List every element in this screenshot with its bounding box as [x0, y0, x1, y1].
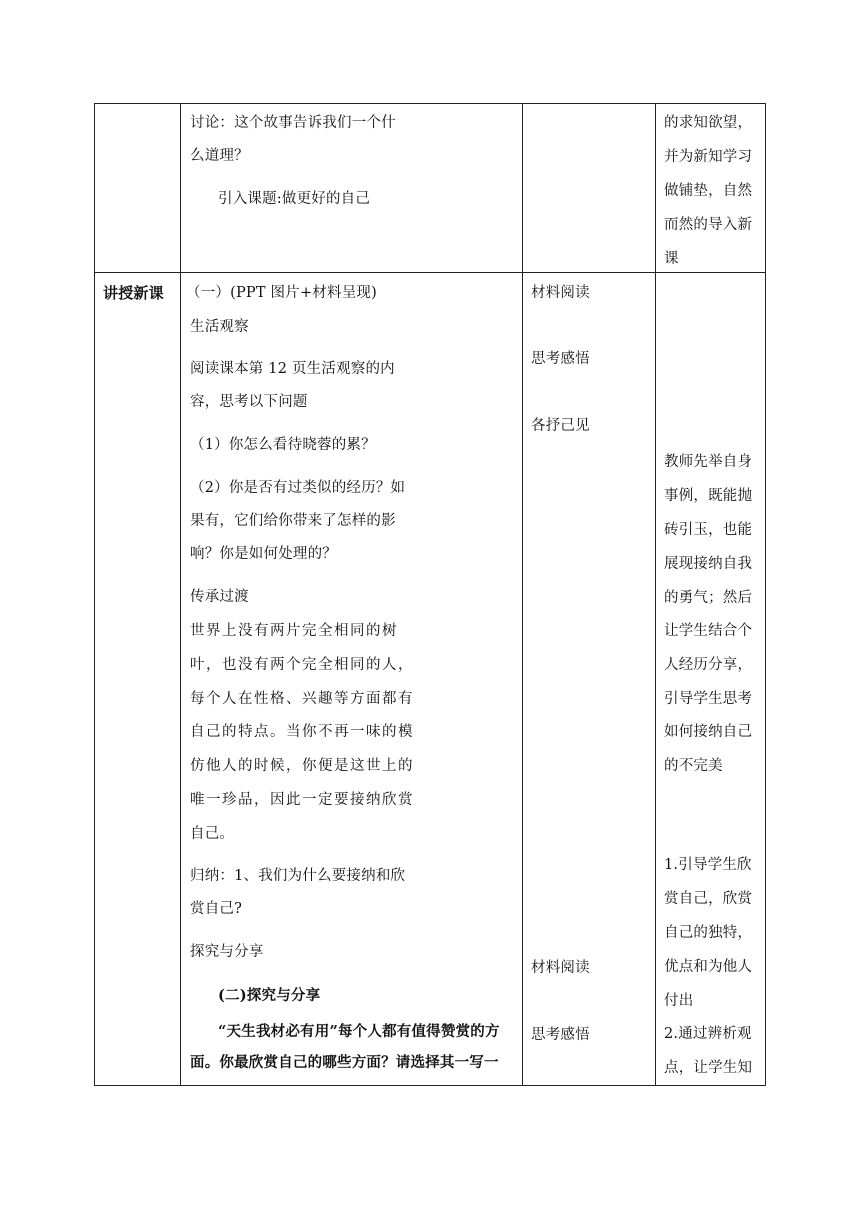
cell-text: 自己的特点。当你不再一味的模 [190, 724, 414, 740]
cell-text: 每个人在性格、兴趣等方面都有 [190, 691, 414, 707]
cell-text: 的不完美 [664, 758, 723, 774]
cell-text: 讨论：这个故事告诉我们一个什 [190, 115, 396, 131]
cell-text: 点，让学生知 [664, 1060, 753, 1076]
column-divider-1 [180, 103, 181, 1086]
cell-text: 探究与分享 [190, 944, 264, 960]
cell-text: 赏自己，欣赏 [664, 891, 753, 907]
cell-text: 叶，也没有两个完全相同的人， [190, 657, 414, 673]
cell-text: 响？你是如何处理的？ [190, 546, 337, 562]
cell-text: 材料阅读 [531, 960, 590, 976]
cell-text: 如何接纳自己 [664, 724, 753, 740]
column-divider-3 [655, 103, 656, 1086]
cell-text: 优点和为他人 [664, 959, 753, 975]
cell-text: （2）你是否有过类似的经历？如 [190, 480, 406, 496]
cell-text: 么道理？ [190, 148, 249, 164]
table-left-border [94, 103, 95, 1086]
cell-text: 果有，它们给你带来了怎样的影 [190, 513, 396, 529]
cell-text: 仿他人的时候，你便是这世上的 [190, 758, 414, 774]
cell-text: 的求知欲望， [664, 115, 753, 131]
cell-text: 阅读课本第 12 页生活观察的内 [190, 361, 395, 377]
cell-text: 而然的导入新 [664, 217, 753, 233]
cell-text: 面。你最欣赏自己的哪些方面？请选择其一写一 [190, 1054, 499, 1071]
cell-text: 事例，既能抛 [664, 488, 753, 504]
cell-text: 付出 [664, 993, 694, 1009]
cell-text: 2.通过辨析观 [664, 1026, 752, 1042]
table-right-border [765, 103, 766, 1086]
cell-text: 思考感悟 [531, 1027, 590, 1043]
cell-text: （1）你怎么看待晓蓉的累？ [190, 437, 376, 453]
cell-text: 砖引玉，也能 [664, 522, 753, 538]
table-top-border [94, 103, 766, 104]
cell-text: 传承过渡 [190, 589, 249, 605]
cell-text: 教师先举自身 [664, 454, 753, 470]
cell-text: 展现接纳自我 [664, 556, 753, 572]
cell-text: 课 [664, 251, 679, 267]
cell-text: 唯一珍品，因此一定要接纳欣赏 [190, 792, 414, 808]
cell-text: 世界上没有两片完全相同的树 [190, 623, 398, 639]
cell-text: 思考感悟 [531, 351, 590, 367]
cell-text: 容，思考以下问题 [190, 394, 308, 410]
table-bottom-border [94, 1085, 766, 1086]
cell-text: 做铺垫，自然 [664, 183, 753, 199]
cell-text: 自己。 [190, 826, 235, 842]
cell-text: 引导学生思考 [664, 691, 753, 707]
column-divider-2 [522, 103, 523, 1086]
cell-text: 赏自己? [190, 901, 243, 917]
cell-text: （一）(PPT 图片+材料呈现) [186, 285, 377, 301]
section-heading: (二)探究与分享 [218, 987, 321, 1004]
cell-text: 归纳：1、我们为什么要接纳和欣 [190, 868, 406, 884]
cell-text: 材料阅读 [531, 285, 590, 301]
cell-text: 的勇气；然后 [664, 590, 753, 606]
cell-text: 人经历分享， [664, 657, 753, 673]
cell-text: 1.引导学生欣 [664, 857, 752, 873]
stage-label: 讲授新课 [103, 284, 164, 302]
cell-text: “天生我材必有用”每个人都有值得赞赏的方 [218, 1023, 500, 1040]
cell-text: 自己的独特， [664, 925, 753, 941]
cell-text: 并为新知学习 [664, 149, 753, 165]
cell-text: 生活观察 [190, 319, 249, 335]
row-divider [94, 272, 766, 273]
cell-text: 各抒己见 [531, 418, 590, 434]
cell-text: 让学生结合个 [664, 623, 753, 639]
cell-text: 引入课题:做更好的自己 [218, 191, 371, 207]
